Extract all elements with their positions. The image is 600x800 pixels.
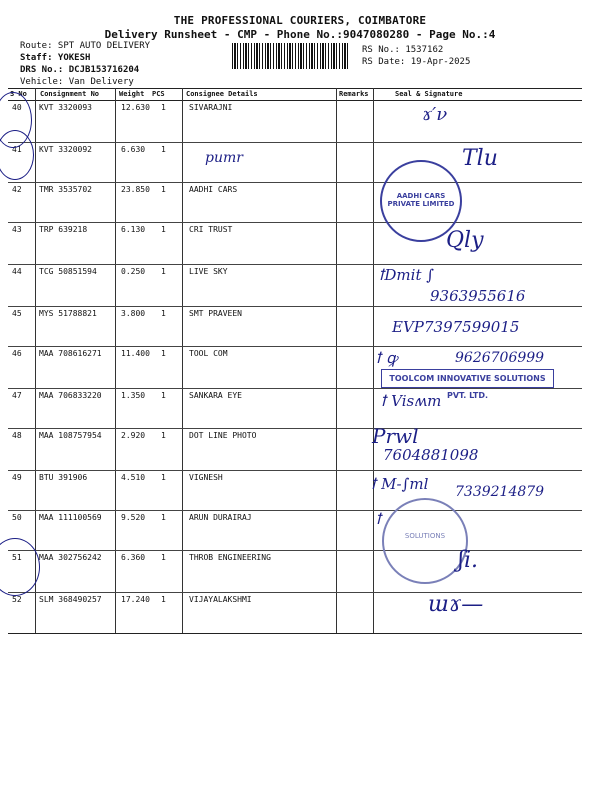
row-weight: 2.920 bbox=[121, 431, 146, 440]
row-divider bbox=[8, 510, 582, 511]
stamp-toolcom: TOOLCOM INNOVATIVE SOLUTIONS PVT. LTD. bbox=[381, 369, 554, 388]
row-divider bbox=[8, 388, 582, 389]
row-consignment: KVT 3320093 bbox=[39, 103, 92, 112]
meta-right bbox=[362, 44, 470, 68]
phone-row-44: 9363955616 bbox=[430, 287, 526, 305]
handwriting-row-41: pumr bbox=[205, 150, 243, 166]
row-consignment: TMR 3535702 bbox=[39, 185, 92, 194]
row-divider bbox=[8, 470, 582, 471]
signature-row-45: EVP bbox=[392, 318, 424, 336]
row-consignee: VIGNESH bbox=[189, 473, 223, 482]
row-sno: 46 bbox=[12, 349, 22, 358]
row-pcs: 1 bbox=[161, 309, 166, 318]
row-divider bbox=[8, 182, 582, 183]
table-header-rule bbox=[8, 100, 582, 101]
staff-label: Staff: YOKESH bbox=[20, 53, 91, 63]
row-sno: 47 bbox=[12, 391, 22, 400]
row-weight: 6.130 bbox=[121, 225, 146, 234]
row-pcs: 1 bbox=[161, 553, 166, 562]
row-sno: 45 bbox=[12, 309, 22, 318]
row-consignee: SANKARA EYE bbox=[189, 391, 242, 400]
row-consignee: TOOL COM bbox=[189, 349, 228, 358]
stamp-row-50 bbox=[382, 498, 468, 584]
signature-row-47: ꝉ Visʍm bbox=[380, 392, 442, 410]
row-consignment: SLM 368490257 bbox=[39, 595, 102, 604]
row-consignee: SMT PRAVEEN bbox=[189, 309, 242, 318]
row-sno: 42 bbox=[12, 185, 22, 194]
row-weight: 9.520 bbox=[121, 513, 146, 522]
col-header-pcs: PCS bbox=[152, 90, 165, 98]
row-sno: 52 bbox=[12, 595, 22, 604]
row-consignment: BTU 391906 bbox=[39, 473, 88, 482]
signature-row-40: ɤ′ν bbox=[422, 104, 448, 125]
row-pcs: 1 bbox=[161, 595, 166, 604]
row-pcs: 1 bbox=[161, 185, 166, 194]
row-divider bbox=[8, 222, 582, 223]
drs-label: DRS No.: DCJB153716204 bbox=[20, 65, 140, 75]
signature-row-48: Prwl bbox=[372, 424, 419, 448]
row-weight: 17.240 bbox=[121, 595, 150, 604]
row-sno: 43 bbox=[12, 225, 22, 234]
row-divider bbox=[8, 428, 582, 429]
row-divider bbox=[8, 550, 582, 551]
signature-row-46: ꝉ ꝙ bbox=[375, 349, 398, 367]
row-pcs: 1 bbox=[161, 431, 166, 440]
row-consignee: VIJAYALAKSHMI bbox=[189, 595, 252, 604]
row-consignment: TCG 50851594 bbox=[39, 267, 97, 276]
row-consignee: THROB ENGINEERING bbox=[189, 553, 271, 562]
stamp-aadhi-text: AADHI CARS PRIVATE LIMITED bbox=[387, 192, 455, 208]
col-line bbox=[115, 88, 116, 633]
signature-row-43: Qly bbox=[446, 228, 484, 253]
stamp-row-50-text: SOLUTIONS bbox=[404, 532, 446, 540]
row-weight: 0.250 bbox=[121, 267, 146, 276]
col-line bbox=[373, 88, 374, 633]
table-bottom-rule bbox=[8, 633, 582, 634]
row-consignment: MAA 706833220 bbox=[39, 391, 102, 400]
signature-row-41: Tlu bbox=[462, 146, 498, 171]
row-pcs: 1 bbox=[161, 349, 166, 358]
row-consignment: MAA 708616271 bbox=[39, 349, 102, 358]
barcode bbox=[232, 43, 350, 69]
row-consignment: MYS 51788821 bbox=[39, 309, 97, 318]
col-header-remarks: Remarks bbox=[339, 90, 369, 98]
phone-row-45: 7397599015 bbox=[424, 318, 520, 336]
rs-no-label: RS No.: 1537162 bbox=[362, 45, 444, 55]
table-top-rule bbox=[8, 88, 582, 89]
row-consignment: MAA 302756242 bbox=[39, 553, 102, 562]
col-header-seal: Seal & Signature bbox=[395, 90, 463, 98]
signature-row-44: ꝉDmit ∫ bbox=[378, 266, 435, 284]
row-consignment: MAA 111100569 bbox=[39, 513, 102, 522]
row-consignee: AADHI CARS bbox=[189, 185, 238, 194]
row-sno: 50 bbox=[12, 513, 22, 522]
row-consignment: MAA 108757954 bbox=[39, 431, 102, 440]
col-header-consignee: Consignee Details bbox=[186, 90, 258, 98]
vehicle-label: Vehicle: Van Delivery bbox=[20, 77, 134, 87]
row-consignee: CRI TRUST bbox=[189, 225, 233, 234]
signature-row-51: ʃi. bbox=[458, 548, 479, 573]
row-pcs: 1 bbox=[161, 145, 166, 154]
phone-row-48: 7604881098 bbox=[383, 446, 479, 464]
row-consignee: ARUN DURAIRAJ bbox=[189, 513, 252, 522]
row-divider bbox=[8, 346, 582, 347]
row-weight: 12.630 bbox=[121, 103, 150, 112]
meta-left bbox=[20, 40, 150, 88]
row-weight: 23.850 bbox=[121, 185, 150, 194]
row-sno: 49 bbox=[12, 473, 22, 482]
row-divider bbox=[8, 306, 582, 307]
row-divider bbox=[8, 592, 582, 593]
row-consignment: KVT 3320092 bbox=[39, 145, 92, 154]
row-consignment: TRP 639218 bbox=[39, 225, 88, 234]
phone-row-49: 7339214879 bbox=[455, 484, 545, 500]
signature-row-49: ꝉ M-∫ml bbox=[370, 475, 429, 493]
signature-row-52: ɯɤ— bbox=[428, 592, 484, 617]
row-sno: 48 bbox=[12, 431, 22, 440]
row-consignee: DOT LINE PHOTO bbox=[189, 431, 257, 440]
phone-row-46: 9626706999 bbox=[455, 350, 545, 366]
col-header-weight: Weight bbox=[119, 90, 145, 98]
pen-circle-row-51 bbox=[0, 538, 40, 596]
row-pcs: 1 bbox=[161, 473, 166, 482]
col-line bbox=[336, 88, 337, 633]
row-pcs: 1 bbox=[161, 225, 166, 234]
signature-row-50: ꝉ bbox=[375, 510, 382, 528]
row-sno: 51 bbox=[12, 553, 22, 562]
row-weight: 6.630 bbox=[121, 145, 146, 154]
row-pcs: 1 bbox=[161, 513, 166, 522]
col-header-consignment: Consignment No bbox=[40, 90, 100, 98]
row-divider bbox=[8, 264, 582, 265]
row-sno: 41 bbox=[12, 145, 22, 154]
col-line bbox=[182, 88, 183, 633]
row-weight: 3.800 bbox=[121, 309, 146, 318]
row-weight: 1.350 bbox=[121, 391, 146, 400]
rs-date-label: RS Date: 19-Apr-2025 bbox=[362, 57, 471, 67]
row-pcs: 1 bbox=[161, 391, 166, 400]
row-divider bbox=[8, 142, 582, 143]
row-weight: 6.360 bbox=[121, 553, 146, 562]
row-pcs: 1 bbox=[161, 267, 166, 276]
row-sno: 40 bbox=[12, 103, 22, 112]
row-consignee: SIVARAJNI bbox=[189, 103, 233, 112]
row-sno: 44 bbox=[12, 267, 22, 276]
pen-circle-row-41 bbox=[0, 130, 34, 180]
runsheet-subtitle: Delivery Runsheet - CMP - Phone No.:9047080280 - Page No.:4 bbox=[104, 28, 496, 41]
col-header-sno: S No bbox=[10, 90, 27, 98]
route-label: Route: SPT AUTO DELIVERY bbox=[20, 41, 151, 51]
row-weight: 4.510 bbox=[121, 473, 146, 482]
row-weight: 11.400 bbox=[121, 349, 150, 358]
row-pcs: 1 bbox=[161, 103, 166, 112]
row-consignee: LIVE SKY bbox=[189, 267, 228, 276]
company-title: THE PROFESSIONAL COURIERS, COIMBATORE bbox=[173, 14, 427, 27]
